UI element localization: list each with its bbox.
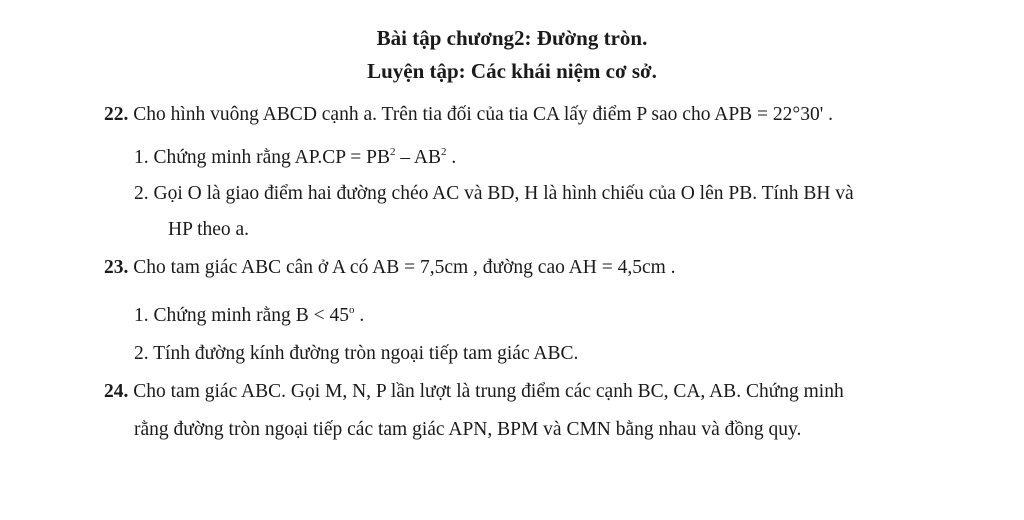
- p23-q1-sup: o: [348, 304, 355, 316]
- problem-24-text-line-1: Cho tam giác ABC. Gọi M, N, P lần lượt là trung điểm các cạnh BC, CA, AB. Chứng minh: [128, 381, 844, 402]
- p22-q1-math-b: – AB: [395, 147, 441, 168]
- problem-24-text-line-2: rằng đường tròn ngoại tiếp các tam giác APN, BPM và CMN bằng nhau và đồng quy.: [134, 419, 802, 440]
- problem-23-text2: , đường cao: [468, 257, 569, 278]
- problem-23-number: 23.: [104, 257, 129, 278]
- p22-q1-math-a: AP.CP = PB: [294, 147, 390, 168]
- problem-23-ah: AH = 4,5cm .: [568, 257, 676, 278]
- problem-23-question-1: [134, 305, 364, 327]
- chapter-title: Bài tập chương2: Đường tròn.: [376, 26, 648, 50]
- problem-22-question-2-line-1: 2. Gọi O là giao điểm hai đường chéo AC và BD, H là hình chiếu của O lên PB. Tính BH và: [134, 183, 854, 204]
- p23-q1-end: .: [354, 305, 365, 326]
- problem-23: [104, 257, 676, 279]
- p22-q1-end: .: [446, 147, 457, 168]
- p23-q1-text: 1. Chứng minh rằng: [134, 305, 296, 326]
- problem-22-number: 22.: [104, 104, 129, 125]
- p22-q1-sup2: 2: [441, 146, 447, 158]
- problem-22-question-2-line-2: HP theo a.: [168, 219, 250, 240]
- problem-22-question-1: [134, 147, 456, 169]
- p22-q1-sup1: 2: [389, 146, 396, 158]
- p22-q1-text: 1. Chứng minh rằng: [134, 147, 295, 168]
- section-subtitle: Luyện tập: Các khái niệm cơ sở.: [367, 59, 657, 83]
- problem-22-angle: APB = 22°30' .: [714, 104, 833, 125]
- problem-24-number: 24.: [104, 381, 129, 402]
- problem-23-question-2: 2. Tính đường kính đường tròn ngoại tiếp tam giác ABC.: [134, 343, 579, 364]
- problem-22: [104, 104, 833, 126]
- problem-23-text: Cho tam giác ABC cân ở A có: [128, 257, 373, 278]
- problem-22-text: Cho hình vuông ABCD cạnh a. Trên tia đối của tia CA lấy điểm P sao cho: [128, 104, 715, 125]
- problem-24: [104, 381, 844, 403]
- problem-23-ab: AB = 7,5cm: [372, 257, 469, 278]
- p23-q1-math: B < 45: [295, 305, 349, 326]
